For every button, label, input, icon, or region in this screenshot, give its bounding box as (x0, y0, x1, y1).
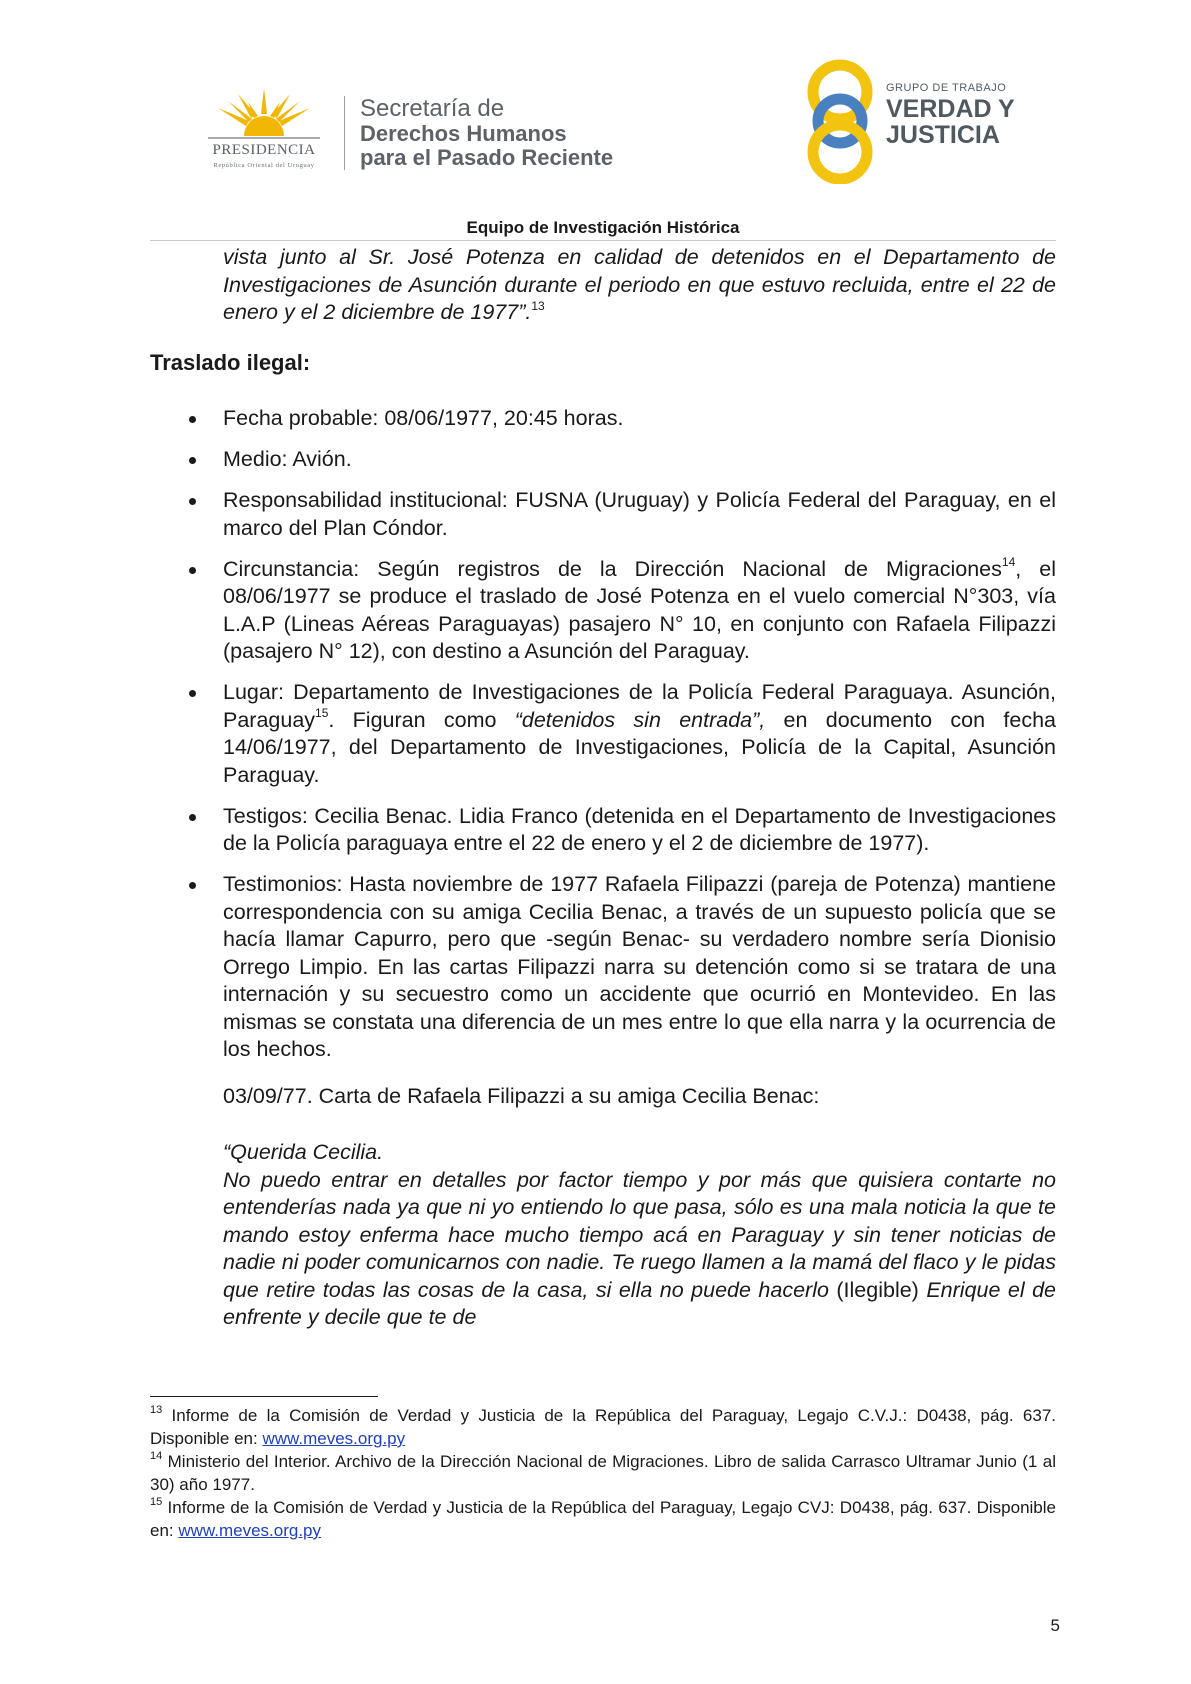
bullet-icon (189, 814, 196, 821)
footnote-text: Informe de la Comisión de Verdad y Justicia de la República del Paraguay, Legajo C.V.J.: D0438, pág. 637. Disponible en: (150, 1406, 1056, 1448)
page-number: 5 (1050, 1616, 1060, 1635)
letter-intro: 03/09/77. Carta de Rafaela Filipazzi a su amiga Cecilia Benac: (223, 1084, 820, 1108)
presidencia-subtitle: República Oriental del Uruguay (213, 162, 315, 169)
presidencia-logo (188, 80, 348, 180)
meves-link[interactable]: www.meves.org.py (262, 1429, 406, 1448)
section-heading: Traslado ilegal: (150, 350, 311, 375)
letter-body (223, 1167, 1056, 1332)
secretaria-line-2: Derechos Humanos (360, 121, 567, 146)
footnote-13 (150, 1404, 1056, 1450)
footnote-separator (150, 1396, 378, 1397)
logo-divider (344, 96, 345, 170)
justicia-label: JUSTICIA (886, 121, 1000, 149)
list-item-text: Lugar: Departamento de Investigaciones de la Policía Federal Paraguaya. Asunción, Paraguay (223, 680, 1056, 732)
footnote-text: Ministerio del Interior. Archivo de la Dirección Nacional de Migraciones. Libro de salida Carrasco Ultramar Junio (1 al 30) año 1977. (150, 1452, 1056, 1494)
letter-body-text: Enrique el de enfrente y decile que te de (223, 1277, 1056, 1329)
sun-emblem-icon (188, 80, 340, 150)
team-title: Equipo de Investigación Histórica (466, 218, 740, 237)
list-item-circunstancia (150, 556, 1056, 666)
secretaria-line-1: Secretaría de (360, 95, 505, 122)
list-item-testimonios (150, 871, 1056, 1064)
list-item-text: Circunstancia: Según registros de la Dirección Nacional de Migraciones (223, 556, 1002, 581)
footnote-number: 14 (150, 1450, 163, 1463)
list-item-text: Testimonios: Hasta noviembre de 1977 Rafaela Filipazzi (pareja de Potenza) mantiene correspondencia con su amiga Cecilia Benac, a través de un supuesto policía que se hacía llamar Capurro, pero que -según Benac- su verdadero nombre sería Dionisio Orrego Limpio. En las cartas Filipazzi narra su detención como si se tratara de una internación y su secuestro como un accidente que ocurrió en Montevideo. En las mismas se constata una diferencia de un mes entre lo que ella narra y la ocurrencia de los hechos. (223, 872, 1056, 1061)
bullet-icon (189, 457, 196, 464)
presidencia-name: PRESIDENCIA (212, 142, 316, 158)
list-item-text: , el 08/06/1977 se produce el traslado de José Potenza en el vuelo comercial N°303, vía L.A.P (Lineas Aéreas Paraguayas) pasajero N° 10, en conjunto con Rafaela Filipazzi (pasajero N° 12), con destino a Asunción del Paraguay. (223, 556, 1056, 663)
list-item-text: Medio: Avión. (223, 447, 352, 471)
footnote-ref-14: 14 (1001, 555, 1016, 570)
footnote-text: Informe de la Comisión de Verdad y Justicia de la República del Paraguay, Legajo CVJ: D0438, pág. 637. Disponible en: (150, 1498, 1056, 1540)
list-item-fecha (150, 405, 1056, 433)
footnote-number: 13 (150, 1404, 163, 1417)
footnote-ref-15: 15 (315, 706, 329, 721)
list-item-emphasis: “detenidos sin entrada”, (514, 707, 766, 732)
list-item-text: en documento con fecha 14/06/1977, del Departamento de Investigaciones, Policía de la Capital, Asunción Paraguay. (223, 707, 1056, 787)
letter-illegible-note: (Ilegible) (828, 1277, 927, 1302)
list-item-testigos (150, 803, 1056, 858)
bullet-list (150, 405, 1056, 1077)
list-item-lugar (150, 679, 1056, 789)
list-item-medio (150, 446, 1056, 474)
footnotes (150, 1404, 1056, 1542)
grupo-trabajo-label: GRUPO DE TRABAJO (886, 82, 1007, 94)
intro-quote-text: vista junto al Sr. José Potenza en calidad de detenidos en el Departamento de Investigaciones de Asunción durante el periodo en que estuvo recluida, entre el 22 de enero y el 2 diciembre de 1977”. (223, 245, 1056, 324)
bullet-icon (189, 690, 196, 697)
interlocked-rings-icon (800, 58, 880, 184)
bullet-icon (189, 567, 196, 574)
verdad-justicia-logo (800, 58, 1015, 184)
list-item-text: Responsabilidad institucional: FUSNA (Uruguay) y Policía Federal del Paraguay, en el marco del Plan Cóndor. (223, 488, 1056, 540)
footnote-ref-13: 13 (531, 298, 545, 313)
bullet-icon (189, 882, 196, 889)
footnote-number: 15 (150, 1496, 163, 1509)
letter-quote (223, 1139, 1056, 1332)
intro-quote (223, 244, 1056, 327)
secretaria-line-3: para el Pasado Reciente (360, 145, 614, 170)
header-rule (150, 240, 1056, 241)
bullet-icon (189, 416, 196, 423)
letter-body-text: No puedo entrar en detalles por factor tiempo y por más que quisiera contarte no entenderías nada ya que ni yo entiendo lo que pasa, sólo es una mala noticia la que te mando estoy enferma hace mucho tiempo acá en Paraguay y sin tener noticias de nadie ni poder comunicarnos con nadie. Te ruego llamen a la mamá del flaco y le pidas que retire todas las cosas de la casa, si ella no puede hacerlo (223, 1167, 1056, 1302)
list-item-text: . Figuran como (328, 707, 515, 732)
footnote-15 (150, 1496, 1056, 1542)
list-item-responsabilidad (150, 487, 1056, 542)
secretaria-logo-text (360, 96, 613, 170)
bullet-icon (189, 498, 196, 505)
list-item-text: Fecha probable: 08/06/1977, 20:45 horas. (223, 406, 624, 430)
list-item-text: Testigos: Cecilia Benac. Lidia Franco (detenida en el Departamento de Investigaciones de la Policía paraguaya entre el 22 de enero y el 2 de diciembre de 1977). (223, 803, 1056, 855)
footnote-14 (150, 1450, 1056, 1496)
verdad-label: VERDAD Y (886, 95, 1015, 123)
letter-greeting: “Querida Cecilia. (223, 1140, 384, 1164)
meves-link[interactable]: www.meves.org.py (178, 1521, 322, 1540)
